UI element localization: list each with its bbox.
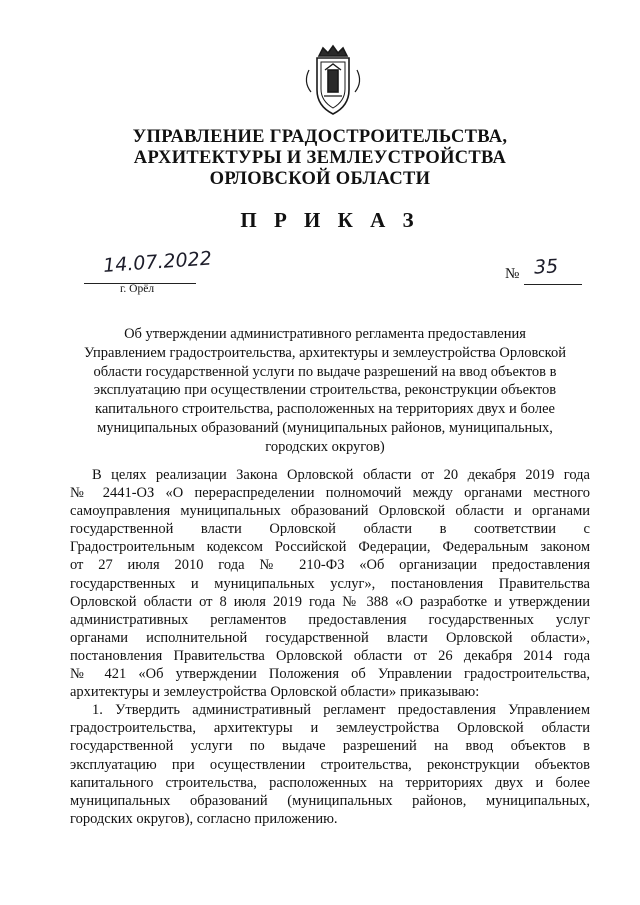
order-body (70, 466, 590, 828)
handwritten-number: 35 (533, 255, 559, 279)
body-line: государственных и муниципальных услуг», постановления Правительства (70, 575, 590, 592)
body-line: государственной услуги по выдаче разрешений на ввод объектов в (70, 738, 590, 755)
body-line: Орловской области от 8 июля 2019 года № 388 «О разработке и утверждении (70, 593, 590, 610)
body-line: 1. Утвердить административный регламент предоставления Управлением (92, 702, 590, 719)
body-line: административных регламентов предоставления государственных услуг (70, 611, 590, 628)
body-line: градостроительства, архитектуры и землеустройства Орловской области (70, 720, 590, 737)
number-label: № (505, 266, 520, 282)
subject-line: Об утверждении административного регламента предоставления (124, 326, 526, 342)
organization-line-3: ОРЛОВСКОЙ ОБЛАСТИ (209, 169, 431, 189)
subject-line: области государственной услуги по выдаче разрешений на ввод объектов в (93, 363, 557, 380)
body-line: муниципальных образований (муниципальных районов, муниципальных, (70, 792, 590, 809)
body-line: от 27 июля 2010 года № 210-ФЗ «Об организации предоставления (70, 557, 590, 574)
body-line: архитектуры и землеустройства Орловской области» приказываю: (70, 684, 480, 701)
organization-name (60, 127, 580, 190)
city-label: г. Орёл (120, 283, 155, 295)
body-line: самоуправления муниципальных образований Орловской области и органами (70, 503, 590, 520)
body-line: Градостроительным кодексом Российской Федерации, Федеральным законом (70, 539, 590, 556)
body-line: городских округов), согласно приложению. (70, 810, 338, 827)
body-line: № 2441-ОЗ «О перераспределении полномочий между органами местного (70, 485, 590, 502)
document-type-title: П Р И К А З (240, 208, 420, 232)
coat-of-arms-icon (297, 40, 369, 120)
subject-line: Управлением градостроительства, архитектуры и землеустройства Орловской (84, 344, 566, 361)
body-line: органами исполнительной государственной власти Орловской области», (70, 629, 590, 646)
subject-line: капитального строительства, расположенных на территориях двух и более (95, 401, 555, 418)
order-subject (60, 325, 590, 457)
number-underline (524, 284, 582, 285)
subject-line: городских округов) (265, 438, 385, 455)
body-line: постановления Правительства Орловской области от 26 декабря 2014 года (70, 647, 590, 664)
body-line: В целях реализации Закона Орловской области от 20 декабря 2019 года (92, 467, 590, 483)
organization-line-2: АРХИТЕКТУРЫ И ЗЕМЛЕУСТРОЙСТВА (133, 148, 507, 168)
body-line: эксплуатацию при осуществлении строительства, реконструкции объектов (70, 756, 590, 773)
body-line: № 421 «Об утверждении Положения об Управлении градостроительства, (70, 666, 590, 683)
handwritten-date: 14.07.2022 (102, 247, 213, 277)
body-line: государственной власти Орловской области в соответствии с (70, 521, 590, 538)
organization-line-1: УПРАВЛЕНИЕ ГРАДОСТРОИТЕЛЬСТВА, (132, 127, 508, 147)
body-line: капитального строительства, расположенных на территориях двух и более (70, 774, 590, 791)
subject-line: эксплуатацию при осуществлении строительства, реконструкции объектов (93, 382, 557, 399)
subject-line: муниципальных образований (муниципальных районов, муниципальных, (97, 419, 553, 436)
